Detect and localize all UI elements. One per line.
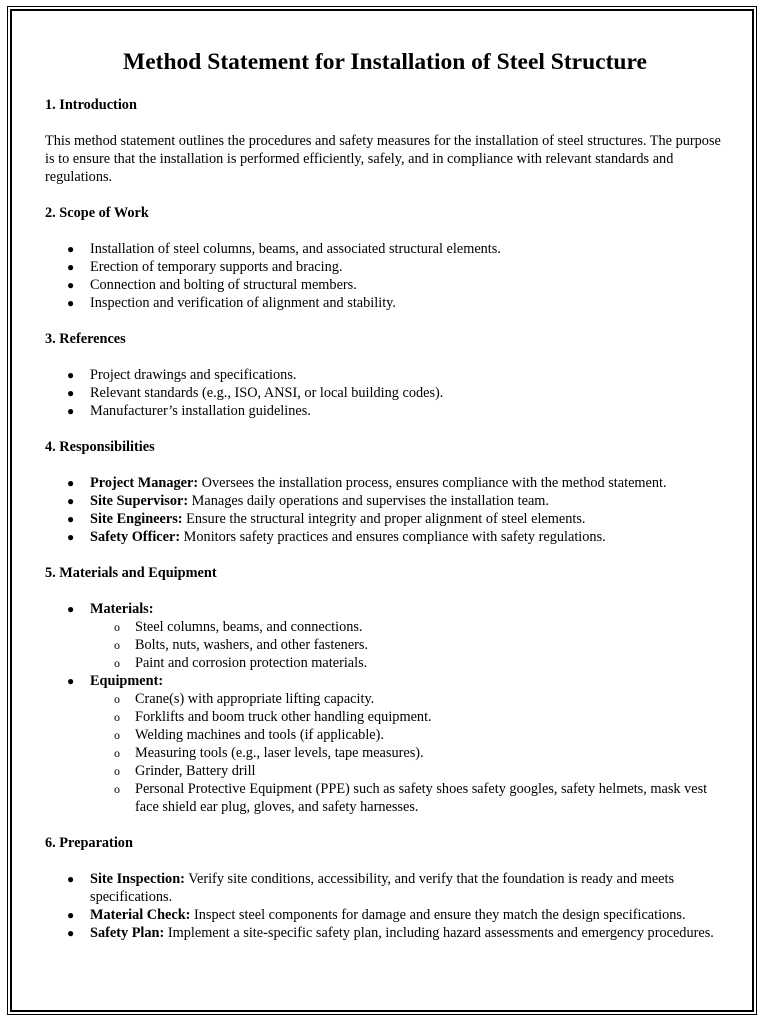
list-item: ● Erection of temporary supports and bracing. <box>67 259 343 275</box>
list-item: ● Manufacturer’s installation guidelines. <box>67 403 311 419</box>
section-heading-introduction: 1. Introduction <box>45 97 137 113</box>
circle-bullet-icon: o <box>114 620 120 634</box>
bullet-icon: ● <box>67 494 75 508</box>
bullet-icon: ● <box>67 926 75 940</box>
equipment-sublist <box>90 690 725 816</box>
materials-sublist <box>90 618 725 672</box>
section-heading-preparation: 6. Preparation <box>45 835 133 851</box>
role-label: Site Supervisor: <box>90 493 189 509</box>
list-item: ● Installation of steel columns, beams, and associated structural elements. <box>67 241 501 257</box>
list-item: ● Site Inspection: Verify site conditions, accessibility, and verify that the foundation is ready and meets specifications. <box>67 871 675 905</box>
list-item: ● Safety Officer: Monitors safety practices and ensures compliance with safety regulations. <box>67 529 606 545</box>
document-title: Method Statement for Installation of Steel Structure <box>123 49 647 75</box>
step-label: Material Check: <box>90 907 191 923</box>
circle-bullet-icon: o <box>114 746 120 760</box>
section-heading-responsibilities: 4. Responsibilities <box>45 439 155 455</box>
document-body <box>45 46 725 960</box>
list-item: ● Connection and bolting of structural members. <box>67 277 357 293</box>
bullet-icon: ● <box>67 404 75 418</box>
list-item: ● Project Manager: Oversees the installation process, ensures compliance with the method statement. <box>67 475 667 491</box>
bullet-icon: ● <box>67 530 75 544</box>
sub-list-item: o Personal Protective Equipment (PPE) such as safety shoes safety googles, safety helmets, mask vest face shield ear plug, gloves, and safety harnesses. <box>114 781 708 815</box>
circle-bullet-icon: o <box>114 638 120 652</box>
step-label: Site Inspection: <box>90 871 185 887</box>
bullet-icon: ● <box>67 296 75 310</box>
bullet-icon: ● <box>67 386 75 400</box>
sub-list-item: o Forklifts and boom truck other handling equipment. <box>114 709 432 725</box>
preparation-list <box>45 870 725 942</box>
sub-list-item: o Grinder, Battery drill <box>114 763 256 779</box>
bullet-icon: ● <box>67 260 75 274</box>
list-item: ● Safety Plan: Implement a site-specific safety plan, including hazard assessments and emergency procedures. <box>67 925 714 941</box>
circle-bullet-icon: o <box>114 764 120 778</box>
list-item: ● Inspection and verification of alignment and stability. <box>67 295 396 311</box>
list-item: ● Site Supervisor: Manages daily operations and supervises the installation team. <box>67 493 549 509</box>
responsibilities-list <box>45 474 725 546</box>
sub-list-item: o Paint and corrosion protection materials. <box>114 655 368 671</box>
materials-equipment-list <box>45 600 725 816</box>
scope-list <box>45 240 725 312</box>
equipment-label: Equipment: <box>90 673 164 689</box>
bullet-icon: ● <box>67 242 75 256</box>
section-heading-materials: 5. Materials and Equipment <box>45 565 217 581</box>
section-heading-references: 3. References <box>45 331 126 347</box>
references-list <box>45 366 725 420</box>
bullet-icon: ● <box>67 872 75 886</box>
bullet-icon: ● <box>67 368 75 382</box>
bullet-icon: ● <box>67 602 75 616</box>
circle-bullet-icon: o <box>114 782 120 796</box>
bullet-icon: ● <box>67 908 75 922</box>
bullet-icon: ● <box>67 674 75 688</box>
circle-bullet-icon: o <box>114 728 120 742</box>
list-item: ● Site Engineers: Ensure the structural integrity and proper alignment of steel elements. <box>67 511 586 527</box>
role-label: Project Manager: <box>90 475 199 491</box>
list-item <box>45 672 725 816</box>
sub-list-item: o Steel columns, beams, and connections. <box>114 619 363 635</box>
step-label: Safety Plan: <box>90 925 165 941</box>
materials-label: Materials: <box>90 601 154 617</box>
circle-bullet-icon: o <box>114 656 120 670</box>
introduction-paragraph: This method statement outlines the procedures and safety measures for the installation of steel structures. The purpose is to ensure that the installation is performed efficiently, safely, and in compliance with relevant standards and regulations. <box>45 133 721 185</box>
sub-list-item: o Welding machines and tools (if applicable). <box>114 727 384 743</box>
bullet-icon: ● <box>67 476 75 490</box>
circle-bullet-icon: o <box>114 692 120 706</box>
sub-list-item: o Bolts, nuts, washers, and other fasteners. <box>114 637 369 653</box>
role-label: Site Engineers: <box>90 511 183 527</box>
sub-list-item: o Crane(s) with appropriate lifting capacity. <box>114 691 375 707</box>
role-label: Safety Officer: <box>90 529 181 545</box>
bullet-icon: ● <box>67 512 75 526</box>
list-item: ● Project drawings and specifications. <box>67 367 297 383</box>
list-item <box>45 600 725 672</box>
list-item: ● Relevant standards (e.g., ISO, ANSI, or local building codes). <box>67 385 444 401</box>
section-heading-scope: 2. Scope of Work <box>45 205 149 221</box>
bullet-icon: ● <box>67 278 75 292</box>
circle-bullet-icon: o <box>114 710 120 724</box>
sub-list-item: o Measuring tools (e.g., laser levels, tape measures). <box>114 745 424 761</box>
list-item: ● Material Check: Inspect steel components for damage and ensure they match the design specifications. <box>67 907 686 923</box>
